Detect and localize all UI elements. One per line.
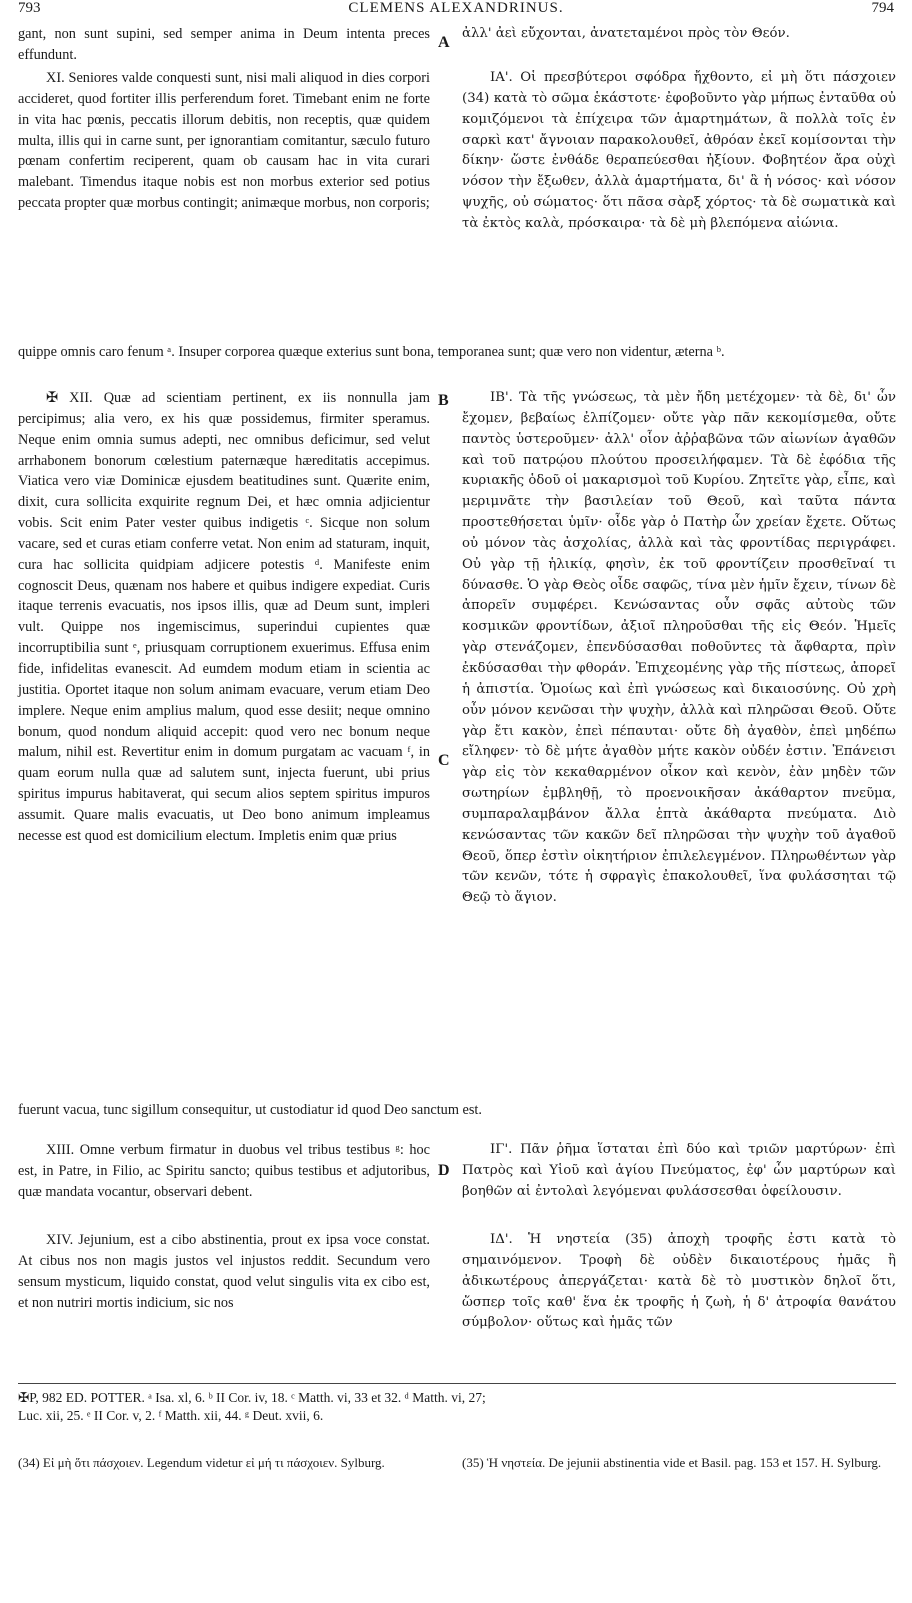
margin-marker-b: B	[438, 392, 449, 409]
reference-line-1: ✠P, 982 ED. POTTER. ᵃ Isa. xl, 6. ᵇ II Cor. iv, 18. ᶜ Matth. vi, 33 et 32. ᵈ Matth. vi, 27;	[18, 1390, 486, 1405]
latin-section-xii-end: fuerunt vacua, tunc sigillum consequitur, ut custodiatur id quod Deo sanctum est.	[18, 1102, 482, 1118]
latin-section-xiii: XIII. Omne verbum firmatur in duobus vel tribus testibus ᵍ: hoc est, in Patre, in Filio, ac Spiritu sancto; quibus testibus et adjutoribus, quæ mandata vocantur, observari debent.	[18, 1142, 430, 1200]
latin-section-xiv: XIV. Jejunium, est a cibo abstinentia, prout ex ipsa voce constat. At cibus nos non magis justos vel injustos reddit. Secundum vero sensum mysticum, liquido constat, quod velut singulis vita ex cibo est, et non nutriri mortis indicium, sic nos	[18, 1232, 430, 1311]
page-header	[18, 0, 894, 24]
margin-marker-a: A	[438, 34, 450, 51]
margin-marker-c: C	[438, 752, 450, 769]
margin-marker-d: D	[438, 1162, 450, 1179]
running-title: CLEMENS ALEXANDRINUS.	[348, 0, 564, 16]
latin-continuation: gant, non sunt supini, sed semper anima in Deum intenta preces effundunt.	[18, 26, 430, 63]
greek-section-xii: ΙΒ'. Τὰ τῆς γνώσεως, τὰ μὲν ἤδη μετέχομεν· τὰ δὲ, δι' ὧν ἔχομεν, βεβαίως ἐλπίζομεν· οὔτε γὰρ πᾶν κεκομίσμεθα, οὔτε παντὸς ὑστεροῦμεν· ἀλλ' οἷον ἀῤῥαβῶνα τῶν αἰωνίων ἀγαθῶν καὶ τοῦ πατρῴου πλούτου προσειλήφαμεν. Τὰ δὲ ἐφόδια τῆς κυριακῆς ὁδοῦ οἱ μακαρισμοὶ τοῦ Κυρίου. Ζητεῖτε γὰρ, εἶπε, καὶ μεριμνᾶτε τὴν βασιλείαν τοῦ Θεοῦ, καὶ ταῦτα πάντα προστεθήσεται ὑμῖν· οἶδε γὰρ ὁ Πατὴρ ὧν χρείαν ἔχετε. Οὕτως οὐ μόνον τὰς ἀσχολίας, ἀλλὰ καὶ τὰς φροντίδας περιγράφει. Οὐ γὰρ τῇ ἡλικίᾳ, φησὶν, ἐκ τοῦ φροντίζειν προσθεῖναί τι δύνασθε. Ὁ γὰρ Θεὸς οἶδε σαφῶς, τίνα μὲν ἡμῖν ἔχειν, τίνων δὲ ἀπορεῖν συμφέρει. Κενώσαντας οὖν σφᾶς αὐτοὺς τῶν κοσμικῶν φροντίδων, ἀξιοῖ πληροῦσθαι τῆς εἰς Θεόν. Ἡμεῖς γὰρ στενάζομεν, ἐπενδύσασθαι ποθοῦντες τὰ ἄφθαρτα, πρὶν ἐκδύσασθαι τὴν φθοράν. Ἐπιχεομένης γὰρ τῆς πίστεως, ἀπορεῖ ἡ ἀπιστία. Ὁμοίως καὶ ἐπὶ γνώσεως καὶ δικαιοσύνης. Οὐ χρὴ οὖν μόνον κενῶσαι τὴν ψυχὴν, ἀλλὰ καὶ πληρῶσαι Θεοῦ. Οὔτε γὰρ ἔτι κακὸν, ἐπεὶ πέπαυται· οὔτε δὴ ἀγαθὸν, ἐπεὶ μηδέπω εἴληφεν· τὸ δὲ μήτε ἀγαθὸν μήτε κακὸν οὐδέν ἐστιν. Ἐπάνεισι γὰρ εἰς τὸν κεκαθαρμένον οἶκον καὶ κενὸν, ἐὰν μηδὲν τῶν σωτηρίων ἐμβληθῇ, τὸ προενοικῆσαν ἀκάθαρτον πνεῦμα, συμπαραλαμβάνον ἄλλα ἑπτὰ ἀκάθαρτα πνεύματα. Διὸ κενώσαντας τῶν κακῶν δεῖ πληρῶσαι τὴν ψυχὴν τοῦ ἀγαθοῦ Θεοῦ, ὅπερ ἐστὶν οἰκητήριον ἐπιλελεγμένον. Πληρωθέντων γὰρ τῶν κενῶν, τότε ἡ σφραγὶς ἐπακολουθεῖ, ἵνα φυλάσσηται τῷ Θεῷ τὸ ἅγιον.	[462, 390, 896, 906]
notes-divider	[18, 1383, 896, 1384]
greek-section-xi: ΙΑ'. Οἱ πρεσβύτεροι σφόδρα ἤχθοντο, εἰ μὴ ὅτι πάσχοιεν (34) κατὰ τὸ σῶμα ἑκάστοτε· ἐφοβοῦντο γὰρ μήπως ἐνταῦθα οὐ κομιζόμενοι τὰ ἐπίχειρα τῶν ἁμαρτημάτων, ἃ πολλὰ τοῖς ἐν σαρκὶ κατ' ἄγνοιαν παρακολουθεῖ, ἀθρόαν ἐκεῖ κομίσονται τὴν δίκην· ὥστε ἐνθάδε θεραπεύεσθαι ἠξίουν. Φοβητέον ἄρα οὐχὶ νόσον τὴν ἔξωθεν, ἀλλὰ ἁμαρτήματα, δι' ἃ ἡ νόσος· καὶ νόσον ψυχῆς, οὐ σώματος· ὅτι πᾶσα σὰρξ χόρτος· τὰ δὲ σωματικὰ καὶ τὰ ἐκτὸς καλὰ, πρόσκαιρα· τὰ δὲ μὴ βλεπόμενα αἰώνια.	[462, 70, 896, 231]
latin-section-xi-end: quippe omnis caro fenum ᵃ. Insuper corporea quæque exterius sunt bona, temporanea sunt; quæ vero non videntur, æterna ᵇ.	[18, 344, 725, 360]
page-number-right: 794	[871, 0, 894, 16]
scripture-references	[18, 1389, 896, 1425]
footnote-34: (34) Εἰ μὴ ὅτι πάσχοιεν. Legendum videtur εἰ μή τι πάσχοιεν. Sylburg.	[18, 1455, 385, 1470]
greek-section-xiv: ΙΔ'. Ἡ νηστεία (35) ἀποχὴ τροφῆς ἐστι κατὰ τὸ σημαινόμενον. Τροφὴ δὲ οὐδὲν δικαιοτέρους ἡμᾶς ἢ ἀδικωτέρους ἀπεργάζεται· κατὰ δὲ τὸ μυστικὸν δηλοῖ ὅτι, ὥσπερ τοῖς καθ' ἕνα ἐκ τροφῆς ἡ ζωὴ, ἡ δ' ἀτροφία θανάτου σύμβολον· οὕτως καὶ ἡμᾶς τῶν	[462, 1232, 896, 1331]
greek-section-xiii: ΙΓ'. Πᾶν ῥῆμα ἵσταται ἐπὶ δύο καὶ τριῶν μαρτύρων· ἐπὶ Πατρὸς καὶ Υἱοῦ καὶ ἁγίου Πνεύματος, ἐφ' ὧν μαρτύρων καὶ βοηθῶν αἱ ἐντολαὶ λεγόμεναι φυλάσσεσθαι ὀφείλουσιν.	[462, 1142, 896, 1199]
latin-section-xii: ✠ XII. Quæ ad scientiam pertinent, ex iis nonnulla jam percipimus; alia vero, ex his quæ possidemus, firmiter speramus. Neque enim omnia sumus adepti, nec omnibus deficimur, sed velut arrhabonem bonorum cœlestium paternæque hæreditatis accepimus. Viatica vero viæ Dominicæ ejusdem beatitudines sunt. Quærite enim, dixit, cura sollicita exquirite regnum Dei, et hæc omnia adjicientur vobis. Scit enim Pater vester quibus indigetis ᶜ. Sicque non solum vacare, sed et curas etiam conferre vetat. Non enim ad staturam, inquit, cura hac sollicita quidpiam adjicere potestis ᵈ. Manifeste enim cognoscit Deus, quænam nos habere et quibus indigere expediat. Curis itaque terrenis evacuatis, nos ipsos illis, quæ ad Deum sunt, impleri vult. Quippe nos ingemiscimus, superindui cupientes quæ incorruptibilia sunt ᵉ, priusquam corruptionem exuerimus. Effusa enim fide, infidelitas evanescit. Ad eumdem modum etiam in scientia ac justitia. Oportet itaque non solum animam evacuare, verum etiam Deo implere. Neque enim amplius malum, quod esse desiit; neque omnino bonum, quod nondum aliquid accepit: quod vero nec bonum neque malum, nihil est. Revertitur enim in domum purgatam ac vacuam ᶠ, in quam eorum nulla quæ ad salutem sunt, injecta fuerunt, ubi prius spiritus impurus habitaverat, qui secum alios septem spiritus impuros assumit. Quare malis evacuatis, ut Deo bono animum impleamus necesse est quod est domicilium electum. Impletis enim quæ prius	[18, 390, 430, 844]
greek-continuation: ἀλλ' ἀεὶ εὔχονται, ἀνατεταμένοι πρὸς τὸν Θεόν.	[462, 26, 790, 41]
footnote-35: (35) Ἡ νηστεία. De jejunii abstinentia vide et Basil. pag. 153 et 157. H. Sylburg.	[462, 1455, 882, 1470]
reference-line-2: Luc. xii, 25. ᵉ II Cor. v, 2. ᶠ Matth. xii, 44. ᵍ Deut. xvii, 6.	[18, 1408, 324, 1423]
latin-section-xi: XI. Seniores valde conquesti sunt, nisi mali aliquod in dies corpori accideret, quod fortiter illis perferendum foret. Timebant enim ne forte in vita hac pœnis, peccatis illorum debitis, non receptis, quæ quidem multa, illis qui in carne sunt, per ignorantiam comitantur, sæculo futuro pœnam confertim reciperent, quam ob causam hac in vita curari malebant. Timendus itaque nobis est non morbus exterior sed potius peccata propter quæ morbus contingit; animæque morbus, non corporis;	[18, 70, 430, 212]
page-number-left: 793	[18, 0, 41, 16]
